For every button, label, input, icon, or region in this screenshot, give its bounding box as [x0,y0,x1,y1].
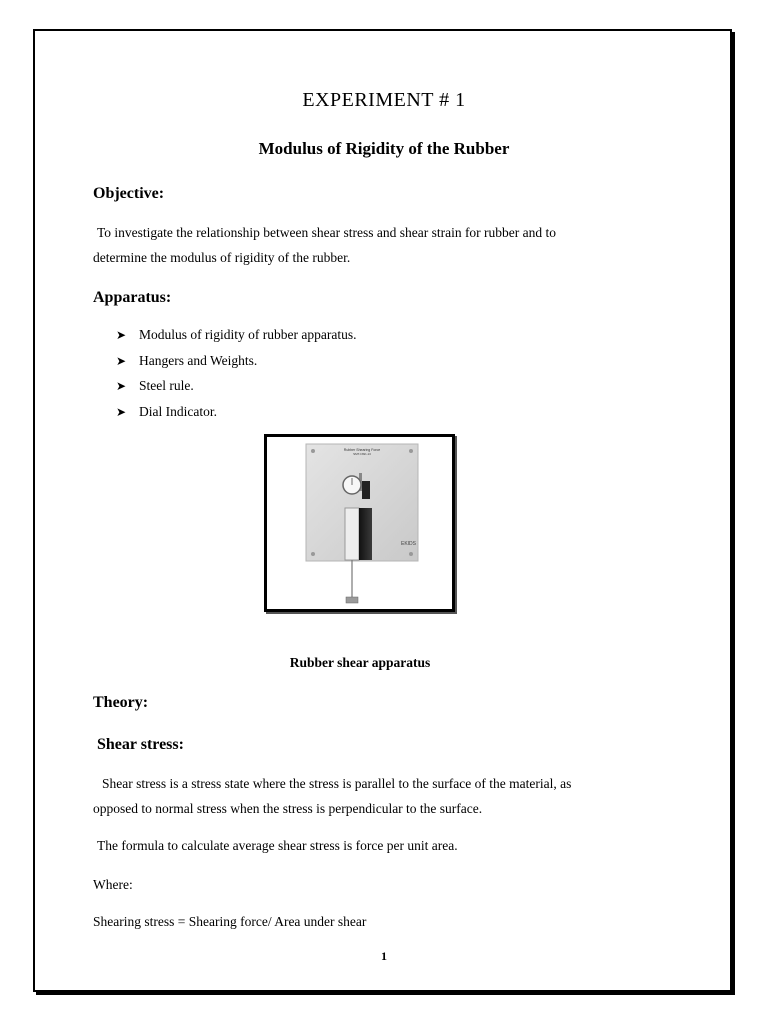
arrow-bullet-icon: ➤ [116,379,127,393]
experiment-title: EXPERIMENT # 1 [302,89,466,111]
arrow-bullet-icon: ➤ [116,353,127,368]
shear-stress-heading: Shear stress: [97,736,184,753]
panel-code: SMT-NSK-13 [353,452,371,456]
arrow-bullet-icon: ➤ [116,328,127,342]
theory-heading: Theory: [93,694,149,711]
list-item: ➤ Hangers and Weights. [116,352,258,368]
objective-line-2: determine the modulus of rigidity of the rubber. [93,250,351,265]
shear-stress-line-1: Shear stress is a stress state where the stress is parallel to the surface of the material, as [102,776,572,791]
formula-intro: The formula to calculate average shear stress is force per unit area. [97,838,458,853]
where-label: Where: [93,877,133,892]
rubber-shear-apparatus-image [267,437,452,609]
page-number: 1 [381,949,387,963]
list-item: ➤ Dial Indicator. [116,403,217,419]
shear-stress-formula: Shearing stress = Shearing force/ Area under shear [93,914,367,929]
apparatus-list [116,327,356,429]
shear-stress-line-2: opposed to normal stress when the stress is perpendicular to the surface. [93,801,483,816]
panel-label: Rubber Shearing Force [343,448,381,452]
objective-heading: Objective: [93,185,165,202]
brand-label: EKIDS [401,541,417,547]
list-item: ➤ Modulus of rigidity of rubber apparatus. [116,327,357,342]
experiment-subtitle: Modulus of Rigidity of the Rubber [258,139,510,158]
apparatus-heading: Apparatus: [93,289,172,306]
list-item: ➤ Steel rule. [116,378,194,393]
arrow-bullet-icon: ➤ [116,404,127,419]
objective-line-1: To investigate the relationship between shear stress and shear strain for rubber and to [97,225,557,240]
figure-caption: Rubber shear apparatus [289,655,431,670]
apparatus-figure [264,434,455,612]
